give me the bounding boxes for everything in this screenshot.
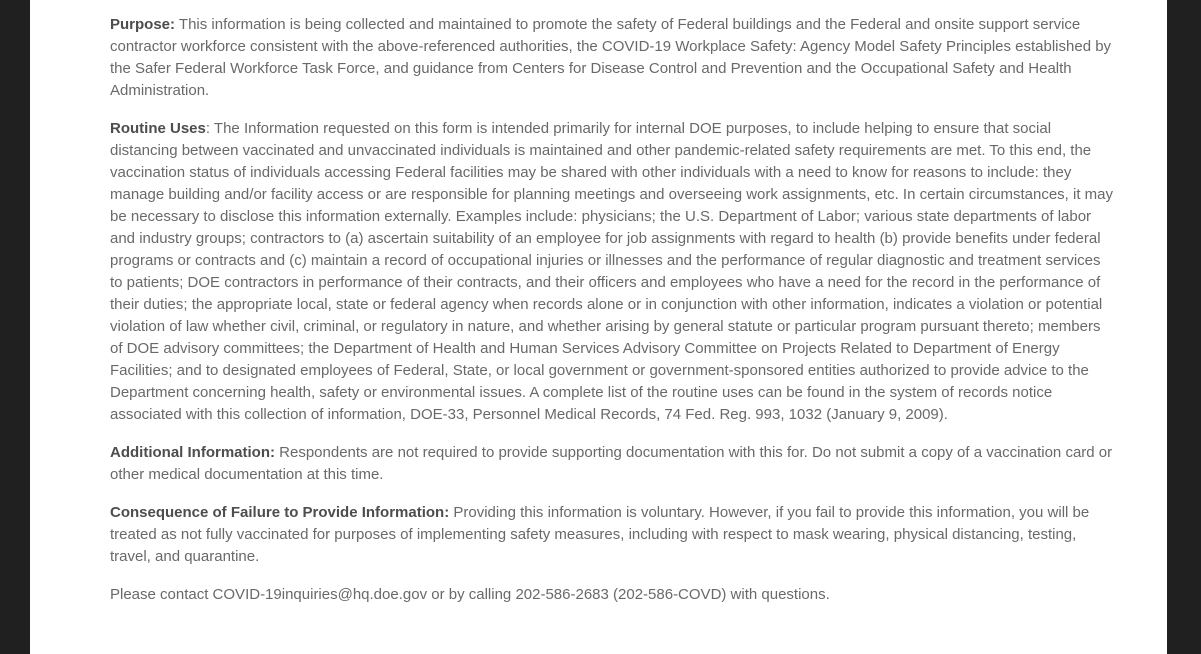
form-page xyxy=(30,0,1167,654)
additional-information-text: Respondents are not required to provide supporting documentation with this for. Do not submit a copy of a vaccination card or other medical documentation at this time. xyxy=(110,444,1113,483)
contact-text: Please contact COVID-19inquiries@hq.doe.gov or by calling 202-586-2683 (202-586-COVD) with questions. xyxy=(110,586,830,603)
purpose-paragraph xyxy=(110,14,1117,102)
routine-uses-paragraph xyxy=(110,118,1117,426)
consequence-heading: Consequence of Failure to Provide Information: xyxy=(110,504,450,521)
routine-uses-text: : The Information requested on this form is intended primarily for internal DOE purposes, to include helping to ensure that social distancing between vaccinated and unvaccinated individuals is maintained and other pandemic-related safety requirements are met. To this end, the vaccination status of individuals accessing Federal facilities may be shared with other individuals with a need to know for reasons to include: they manage building and/or facility access or are responsible for planning meetings and overseeing work assignments, etc. In certain circumstances, it may be necessary to disclose this information externally. Examples include: physicians; the U.S. Department of Labor; various state departments of labor and industry groups; contractors to (a) ascertain suitability of an employee for job assignments with regard to health (b) provide benefits under federal programs or contracts and (c) maintain a record of occupational injuries or illnesses and the performance of regular diagnostic and treatment services to patients; DOE contractors in performance of their contracts, and their officers and employees who have a need for the record in the performance of their duties; the appropriate local, state or federal agency when records alone or in conjunction with other information, indicates a violation or potential violation of law whether civil, criminal, or regulatory in nature, and whether arising by general statute or particular program pursuant thereto; members of DOE advisory committees; the Department of Health and Human Services Advisory Committee on Projects Related to Department of Energy Facilities; and to designated employees of Federal, State, or local government or government-sponsored entities authorized to provide advice to the Department concerning health, safety or environmental issues. A complete list of the routine uses can be found in the system of records notice associated with this collection of information, DOE-33, Personnel Medical Records, 74 Fed. Reg. 993, 1032 (January 9, 2009). xyxy=(110,120,1114,423)
consequence-text: Providing this information is voluntary. However, if you fail to provide this information, you will be treated as not fully vaccinated for purposes of implementing safety measures, including with respect to mask wearing, physical distancing, testing, travel, and quarantine. xyxy=(110,504,1090,565)
consequence-paragraph xyxy=(110,502,1117,568)
purpose-heading: Purpose: xyxy=(110,16,176,33)
additional-information-paragraph xyxy=(110,442,1117,486)
routine-uses-heading: Routine Uses xyxy=(110,120,206,137)
purpose-text: This information is being collected and maintained to promote the safety of Federal buildings and the Federal and onsite support service contractor workforce consistent with the above-referenced authorities, the COVID-19 Workplace Safety: Agency Model Safety Principles established by the Safer Federal Workforce Task Force, and guidance from Centers for Disease Control and Prevention and the Occupational Safety and Health Administration. xyxy=(110,16,1112,99)
privacy-act-notice xyxy=(110,14,1117,606)
additional-information-heading: Additional Information: xyxy=(110,444,275,461)
contact-paragraph xyxy=(110,584,1117,606)
